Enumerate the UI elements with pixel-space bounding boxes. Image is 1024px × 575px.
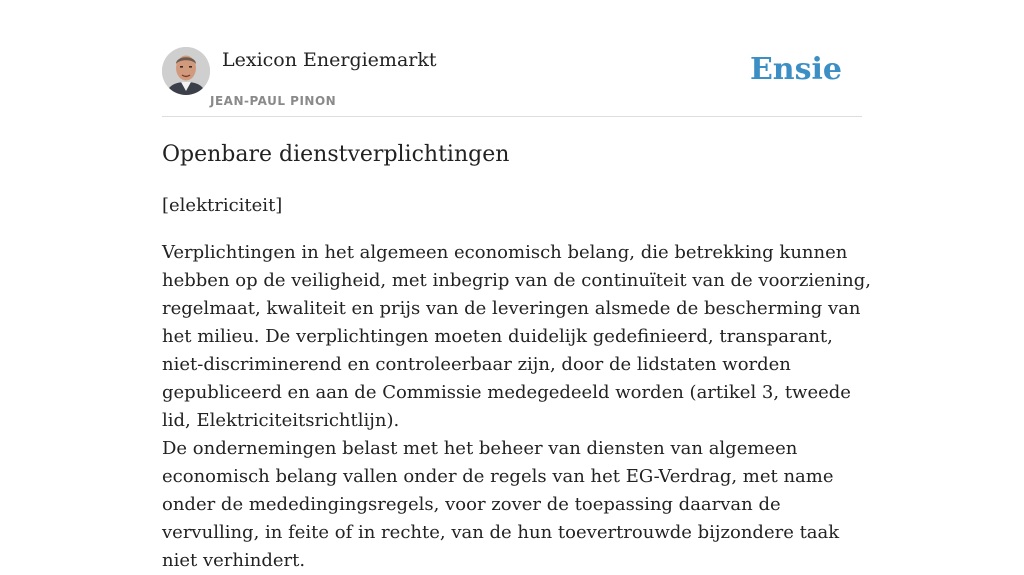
definition-paragraph: De ondernemingen belast met het beheer van diensten van algemeen economisch belang vallen onder de regels van het EG-Verdrag, met name onder de mededingingsregels, voor zover de toepassing daarvan de vervulling, in feite of in rechte, van de hun toevertrouwde bijzondere taak niet verhindert. <box>162 438 840 571</box>
author-avatar[interactable] <box>162 47 210 95</box>
site-name[interactable]: Lexicon Energiemarkt <box>222 49 437 71</box>
page-title: Openbare dienstverplichtingen <box>162 142 510 167</box>
ensie-logo-link[interactable]: Ensie <box>749 52 842 87</box>
site-header <box>162 46 862 117</box>
definition-paragraph: Verplichtingen in het algemeen economisch belang, die betrekking kunnen hebben op de veiligheid, met inbegrip van de continuïteit van de voorziening, regelmaat, kwaliteit en prijs van de leveringen alsmede de bescherming van het milieu. De verplichtingen moeten duidelijk gedefinieerd, transparant, niet-discriminerend en controleerbaar zijn, door de lidstaten worden gepubliceerd en aan de Commissie medegedeeld worden (artikel 3, tweede lid, Elektriciteitsrichtlijn). <box>162 242 871 431</box>
author-name[interactable]: JEAN-PAUL PINON <box>210 94 337 108</box>
category-tag: [elektriciteit] <box>162 195 283 216</box>
portrait-icon <box>162 47 210 95</box>
